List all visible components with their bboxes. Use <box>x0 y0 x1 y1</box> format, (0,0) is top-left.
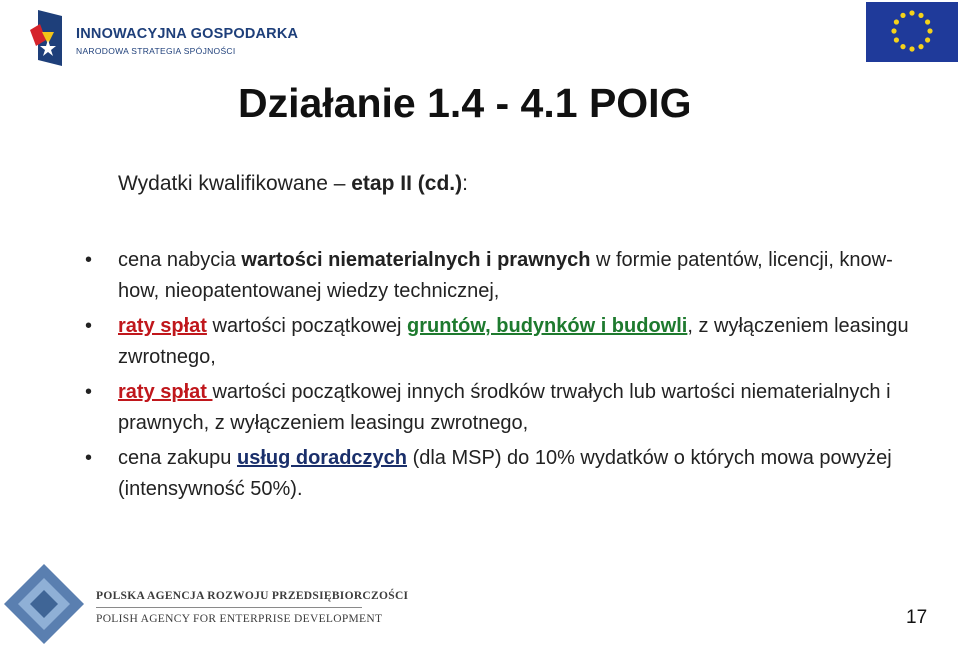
subtitle-prefix: Wydatki kwalifikowane – <box>118 172 352 195</box>
bullet-item <box>85 245 918 307</box>
subtitle-bold: etap II (cd.) <box>351 172 463 195</box>
parp-diamond-icon <box>0 560 90 650</box>
agency-divider <box>96 607 362 608</box>
innowacyjna-gospodarka-logo <box>28 10 298 66</box>
bullet-icon: • <box>85 447 93 469</box>
bullet-text: wartości początkowej <box>206 315 408 337</box>
bullet-item <box>85 443 918 505</box>
logo-subtitle: NARODOWA STRATEGIA SPÓJNOŚCI <box>76 46 236 56</box>
bullet-highlight-red: raty spłat <box>118 315 207 337</box>
bullet-icon: • <box>85 315 93 337</box>
section-subtitle <box>118 172 468 196</box>
bullet-list <box>85 245 918 509</box>
bullet-highlight-red: raty spłat <box>118 381 213 403</box>
agency-name-en: POLISH AGENCY FOR ENTERPRISE DEVELOPMENT <box>96 613 383 625</box>
bullet-text: wartości początkowej innych środków trwałych lub wartości niematerialnych i prawnych, z wyłączeniem leasingu zwrotnego, <box>118 381 891 434</box>
bullet-icon: • <box>85 381 93 403</box>
bullet-icon: • <box>85 249 93 271</box>
parp-logo <box>0 560 409 650</box>
subtitle-suffix: : <box>462 172 468 195</box>
bullet-bold-text: wartości niematerialnych i prawnych <box>241 249 591 271</box>
eu-flag-icon <box>866 2 958 62</box>
logo-name: INNOWACYJNA GOSPODARKA <box>76 26 299 42</box>
bullet-item <box>85 377 918 439</box>
bullet-item <box>85 311 918 373</box>
bullet-text: cena zakupu <box>118 447 237 469</box>
bullet-text: w formie patentów, licencji, know-how, nieopatentowanej wiedzy technicznej, <box>118 249 893 302</box>
bullet-text: (dla MSP) do 10% wydatków o których mowa powyżej (intensywność 50%). <box>118 447 892 500</box>
innowacyjna-gospodarka-emblem-icon <box>28 10 72 66</box>
bullet-highlight-navy: usług doradczych <box>236 447 408 469</box>
agency-name-pl: POLSKA AGENCJA ROZWOJU PRZEDSIĘBIORCZOŚCI <box>96 590 409 602</box>
page-title: Działanie 1.4 - 4.1 POIG <box>238 80 692 126</box>
bullet-text: cena nabycia <box>118 249 242 271</box>
page-number: 17 <box>906 607 928 628</box>
bullet-text: , z wyłączeniem leasingu zwrotnego, <box>118 315 909 368</box>
bullet-highlight-green: gruntów, budynków i budowli <box>407 315 688 337</box>
